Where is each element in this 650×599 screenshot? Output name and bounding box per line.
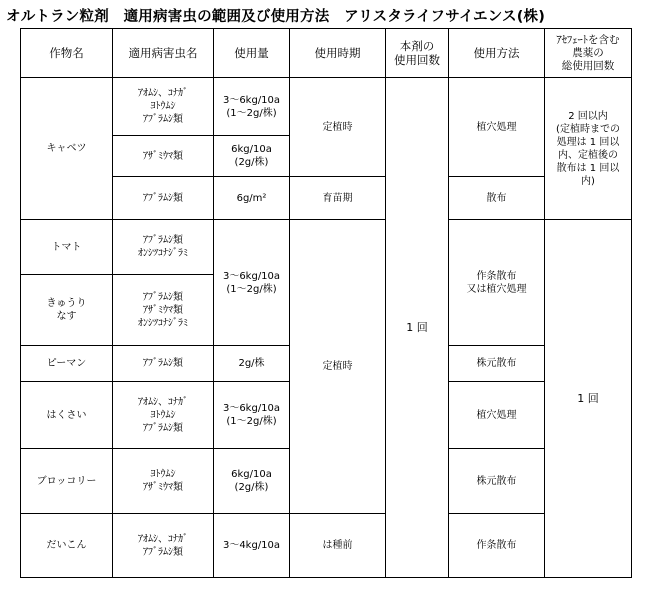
crop-cell: ブロッコリー	[21, 449, 113, 514]
timing-cell: は種前	[290, 514, 386, 578]
total-count-cell: 2 回以内 (定植時までの 処理は 1 回以 内、定植後の 散布は 1 回以 内)	[545, 78, 632, 220]
pest-cell: ｱﾌﾞﾗﾑｼ類	[113, 177, 214, 220]
header-count: 本剤の 使用回数	[386, 29, 449, 78]
method-cell: 植穴処理	[449, 78, 545, 177]
crop-cell: はくさい	[21, 382, 113, 449]
pest-cell: ｱｵﾑｼ、ｺﾅｶﾞ ｱﾌﾞﾗﾑｼ類	[113, 514, 214, 578]
pest-cell: ｱﾌﾞﾗﾑｼ類 ｵﾝｼﾂｺﾅｼﾞﾗﾐ	[113, 220, 214, 275]
amount-cell: 3～4kg/10a	[214, 514, 290, 578]
timing-cell: 定植時	[290, 220, 386, 514]
method-cell: 作条散布	[449, 514, 545, 578]
table-row	[21, 514, 632, 578]
method-cell: 作条散布 又は植穴処理	[449, 220, 545, 346]
amount-cell: 6kg/10a (2g/株)	[214, 136, 290, 177]
pest-cell: ｱﾌﾞﾗﾑｼ類 ｱｻﾞﾐｳﾏ類 ｵﾝｼﾂｺﾅｼﾞﾗﾐ	[113, 275, 214, 346]
amount-cell: 6kg/10a (2g/株)	[214, 449, 290, 514]
table-row	[21, 220, 632, 275]
table-row	[21, 78, 632, 136]
header-amount: 使用量	[214, 29, 290, 78]
method-cell: 植穴処理	[449, 382, 545, 449]
amount-cell: 3～6kg/10a (1～2g/株)	[214, 382, 290, 449]
header-crop: 作物名	[21, 29, 113, 78]
table-row	[21, 177, 632, 220]
pest-cell: ｱｵﾑｼ、ｺﾅｶﾞ ﾖﾄｳﾑｼ ｱﾌﾞﾗﾑｼ類	[113, 78, 214, 136]
crop-cell: キャベツ	[21, 78, 113, 220]
total-count-cell: 1 回	[545, 220, 632, 578]
pest-cell: ｱｵﾑｼ、ｺﾅｶﾞ ﾖﾄｳﾑｼ ｱﾌﾞﾗﾑｼ類	[113, 382, 214, 449]
header-timing: 使用時期	[290, 29, 386, 78]
method-cell: 散布	[449, 177, 545, 220]
crop-cell: ピーマン	[21, 346, 113, 382]
header-pest: 適用病害虫名	[113, 29, 214, 78]
header-method: 使用方法	[449, 29, 545, 78]
crop-cell: トマト	[21, 220, 113, 275]
amount-cell: 3～6kg/10a (1～2g/株)	[214, 220, 290, 346]
method-cell: 株元散布	[449, 449, 545, 514]
pest-cell: ｱｻﾞﾐｳﾏ類	[113, 136, 214, 177]
pest-cell: ﾖﾄｳﾑｼ ｱｻﾞﾐｳﾏ類	[113, 449, 214, 514]
pesticide-usage-table	[20, 28, 632, 578]
document-title: オルトラン粒剤 適用病害虫の範囲及び使用方法 アリスタライフサイエンス(株)	[6, 9, 546, 25]
crop-cell: きゅうり なす	[21, 275, 113, 346]
method-cell: 株元散布	[449, 346, 545, 382]
timing-cell: 育苗期	[290, 177, 386, 220]
count-cell: 1 回	[386, 78, 449, 578]
amount-cell: 3～6kg/10a (1～2g/株)	[214, 78, 290, 136]
crop-cell: だいこん	[21, 514, 113, 578]
pest-cell: ｱﾌﾞﾗﾑｼ類	[113, 346, 214, 382]
amount-cell: 2g/株	[214, 346, 290, 382]
timing-cell: 定植時	[290, 78, 386, 177]
amount-cell: 6g/m²	[214, 177, 290, 220]
header-total-count: ｱｾﾌｪｰﾄを含む 農薬の 総使用回数	[545, 29, 632, 78]
header-row	[21, 29, 632, 78]
